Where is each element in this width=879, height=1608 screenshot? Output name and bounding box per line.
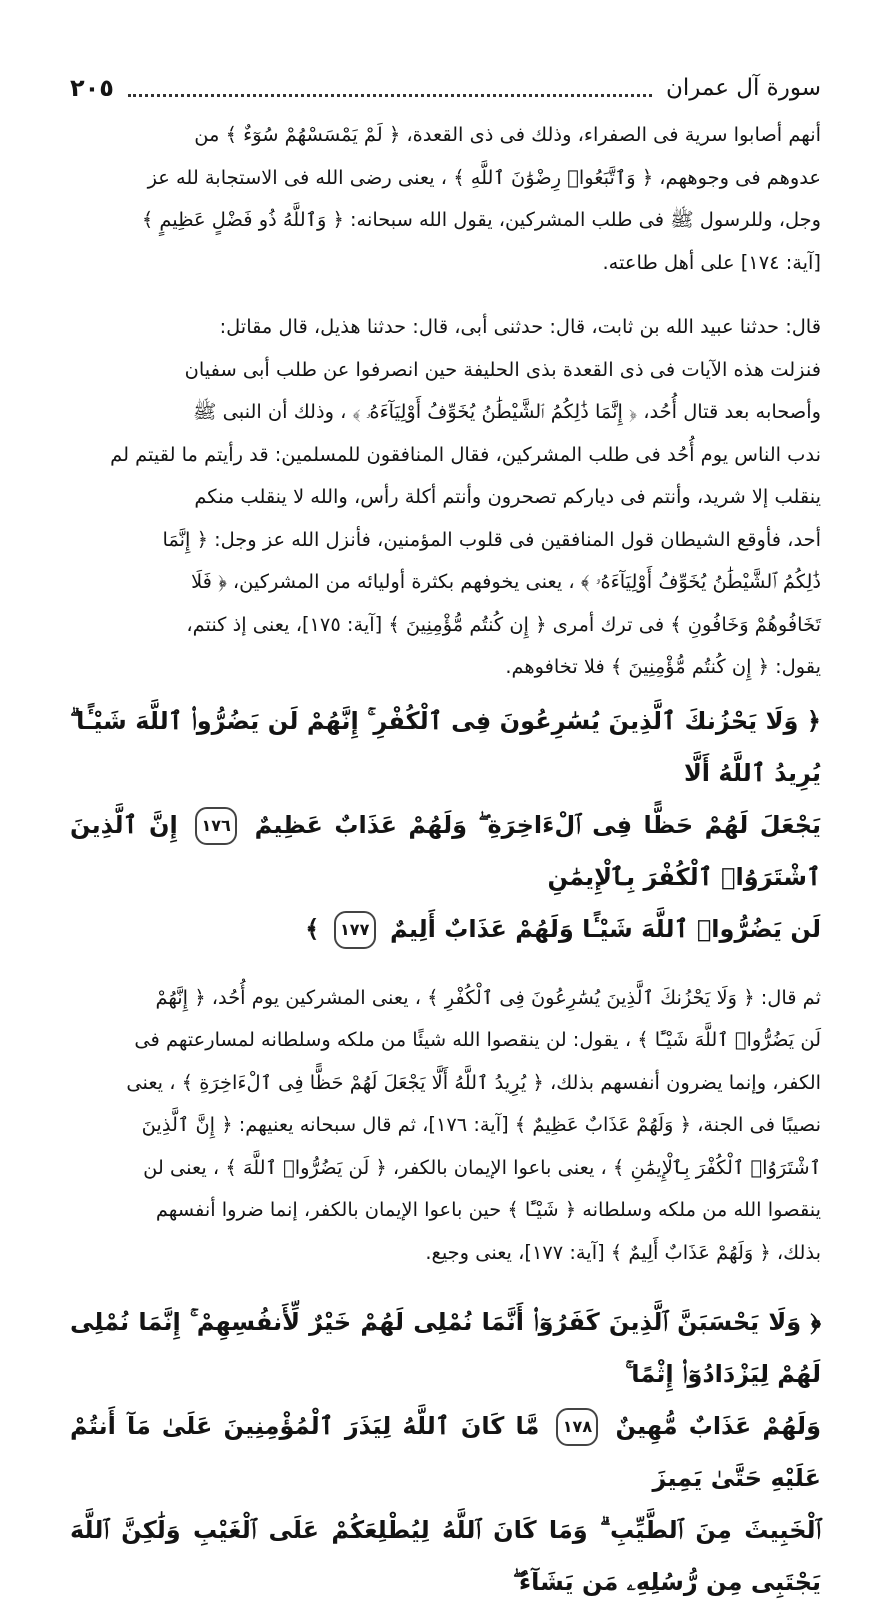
verse-number-ornament: ١٧٦ [195, 807, 237, 845]
text-line: ندب الناس يوم أُحُد فى طلب المشركين، فقال المنافقون للمسلمين: قد رأيتم ما لقيتم لم [110, 442, 821, 466]
text-line: ٱشْتَرَوُا۟ ٱلْكُفْرَ بِٱلْإِيمَٰنِ ﴾ ، يعنى باعوا الإيمان بالكفر، ﴿ لَن يَضُرُّوا۟ ٱللَّهَ ﴾ ، يعنى لن [143, 1155, 821, 1179]
text-line: الكفر، وإنما يضرون أنفسهم بذلك، ﴿ يُرِيدُ ٱللَّهُ أَلَّا يَجْعَلَ لَهُمْ حَظًّا فِى ٱلْءَاخِرَةِ ﴾ ، يعنى [126, 1070, 821, 1094]
verse-text: إِنَّ ٱلَّذِينَ ٱشْتَرَوُا۟ ٱلْكُفْرَ بِٱلْإِيمَٰنِ [70, 810, 821, 891]
text-line: ينقصوا الله من ملكه وسلطانه ﴿ شَيْـًٔا ﴾ حين باعوا الإيمان بالكفر، إنما ضروا أنفسهم [155, 1198, 821, 1221]
verse-text: مَّا كَانَ ٱللَّهُ لِيَذَرَ ٱلْمُؤْمِنِينَ عَلَىٰ مَآ أَنتُمْ عَلَيْهِ حَتَّىٰ يَمِيزَ [70, 1412, 821, 1492]
text-line: تَخَافُوهُمْ وَخَافُونِ ﴾ فى ترك أمرى ﴿ إِن كُنتُم مُّؤْمِنِينَ ﴾ [آية: ١٧٥]، يعنى إذ كنتم، [186, 612, 821, 636]
text-line: أنهم أصابوا سرية فى الصفراء، وذلك فى ذى القعدة، ﴿ لَمْ يَمْسَسْهُمْ سُوٓءٌ ﴾ من [194, 123, 821, 146]
verse-line: ﴿ وَلَا يَحْسَبَنَّ ٱلَّذِينَ كَفَرُوٓا۟ أَنَّمَا نُمْلِى لَهُمْ خَيْرٌ لِّأَنفُسِهِمْ ۚ إِنَّمَا نُمْلِى لَهُمْ لِيَزْدَادُوٓا۟ إِثْمًا ۚ [70, 1308, 821, 1388]
text-line: وجل، وللرسول ﷺ فى طلب المشركين، يقول الله سبحانه: ﴿ وَٱللَّهُ ذُو فَضْلٍ عَظِيمٍ ﴾ [141, 208, 821, 231]
verse-text: يَجْعَلَ لَهُمْ حَظًّا فِى ٱلْءَاخِرَةِ ۖ وَلَهُمْ عَذَابٌ عَظِيمٌ [254, 810, 822, 839]
text-line: [آية: ١٧٤] على أهل طاعته. [602, 250, 821, 274]
verse-closing-bracket: ﴾ [305, 914, 320, 943]
text-line: وأصحابه بعد قتال أُحُد، ﴿ إِنَّمَا ذَٰلِكُمُ ٱلشَّيْطَٰنُ يُخَوِّفُ أَوْلِيَآءَهُۥ ﴾ ، وذلك أن النبى ﷺ [193, 400, 821, 423]
verse-line: ﴿ وَلَا يَحْزُنكَ ٱلَّذِينَ يُسَٰرِعُونَ فِى ٱلْكُفْرِ ۚ إِنَّهُمْ لَن يَضُرُّوا۟ ٱللَّهَ شَيْـًٔا ۗ يُرِيدُ ٱللَّهُ أَلَّا [70, 706, 821, 787]
text-line: يقول: ﴿ إِن كُنتُم مُّؤْمِنِينَ ﴾ فلا تخافوهم. [505, 655, 821, 678]
text-line: لَن يَضُرُّوا۟ ٱللَّهَ شَيْـًٔا ﴾ ، يقول: لن ينقصوا الله شيئًا من ملكه وسلطانه لمسارعتهم فى [134, 1028, 821, 1051]
commentary-paragraph-3 [70, 977, 821, 1275]
verse-text: لَن يَضُرُّوا۟ ٱللَّهَ شَيْـًٔا وَلَهُمْ عَذَابٌ أَلِيمٌ [390, 914, 821, 943]
commentary-paragraph-2 [70, 306, 821, 689]
text-line: ثم قال: ﴿ وَلَا يَحْزُنكَ ٱلَّذِينَ يُسَٰرِعُونَ فِى ٱلْكُفْرِ ﴾ ، يعنى المشركين يوم أُحُد، ﴿ إِنَّهُمْ [155, 985, 821, 1009]
commentary-paragraph-1 [70, 114, 821, 284]
surah-name: سورة آل عمران [665, 75, 821, 101]
text-line: بذلك، ﴿ وَلَهُمْ عَذَابٌ أَلِيمٌ ﴾ [آية: ١٧٧]، يعنى وجيع. [425, 1240, 821, 1264]
document-page [0, 62, 879, 1596]
verse-number-ornament: ١٧٨ [556, 1408, 598, 1446]
quran-verse-block-2 [70, 1296, 821, 1608]
verse-text: وَلَهُمْ عَذَابٌ مُّهِينٌ [615, 1412, 821, 1440]
text-line: قال: حدثنا عبيد الله بن ثابت، قال: حدثنى أبى، قال: حدثنا هذيل، قال مقاتل: [219, 315, 821, 338]
text-line: فنزلت هذه الآيات فى ذى القعدة بذى الحليفة حين انصرفوا عن طلب أبى سفيان [184, 357, 821, 381]
text-line: نصيبًا فى الجنة، ﴿ وَلَهُمْ عَذَابٌ عَظِيمٌ ﴾ [آية: ١٧٦]، ثم قال سبحانه يعنيهم: ﴿ إِنَّ ٱلَّذِينَ [141, 1113, 821, 1136]
header-dotted-leader [128, 80, 652, 97]
text-line: ذَٰلِكُمُ ٱلشَّيْطَٰنُ يُخَوِّفُ أَوْلِيَآءَهُۥ ﴾ ، يعنى يخوفهم بكثرة أوليائه من المشركين، ﴿ فَلَا [191, 570, 821, 593]
page-header [70, 62, 821, 114]
text-line: ينقلب إلا شريد، وأنتم فى دياركم تصحرون وأنتم أكلة رأس، والله لا ينقلب منكم [194, 485, 821, 508]
verse-line [70, 903, 821, 955]
verse-number-ornament: ١٧٧ [334, 911, 376, 949]
verse-line [70, 1400, 821, 1504]
verse-line: ٱلْخَبِيثَ مِنَ ٱلطَّيِّبِ ۗ وَمَا كَانَ ٱللَّهُ لِيُطْلِعَكُمْ عَلَى ٱلْغَيْبِ وَلَٰكِنَّ ٱللَّهَ يَجْتَبِى مِن رُّسُلِهِۦ مَن يَشَآءُ ۖ [70, 1516, 821, 1596]
quran-verse-block-1 [70, 695, 821, 955]
text-line: أحد، فأوقع الشيطان قول المنافقين فى قلوب المؤمنين، فأنزل الله عز وجل: ﴿ إِنَّمَا [162, 527, 821, 551]
page-number: ٢٠٥ [70, 74, 114, 102]
verse-line [70, 799, 821, 903]
text-line: عدوهم فى وجوههم، ﴿ وَٱتَّبَعُوا۟ رِضْوَٰنَ ٱللَّهِ ﴾ ، يعنى رضى الله فى الاستجابة لله عز [147, 165, 821, 189]
